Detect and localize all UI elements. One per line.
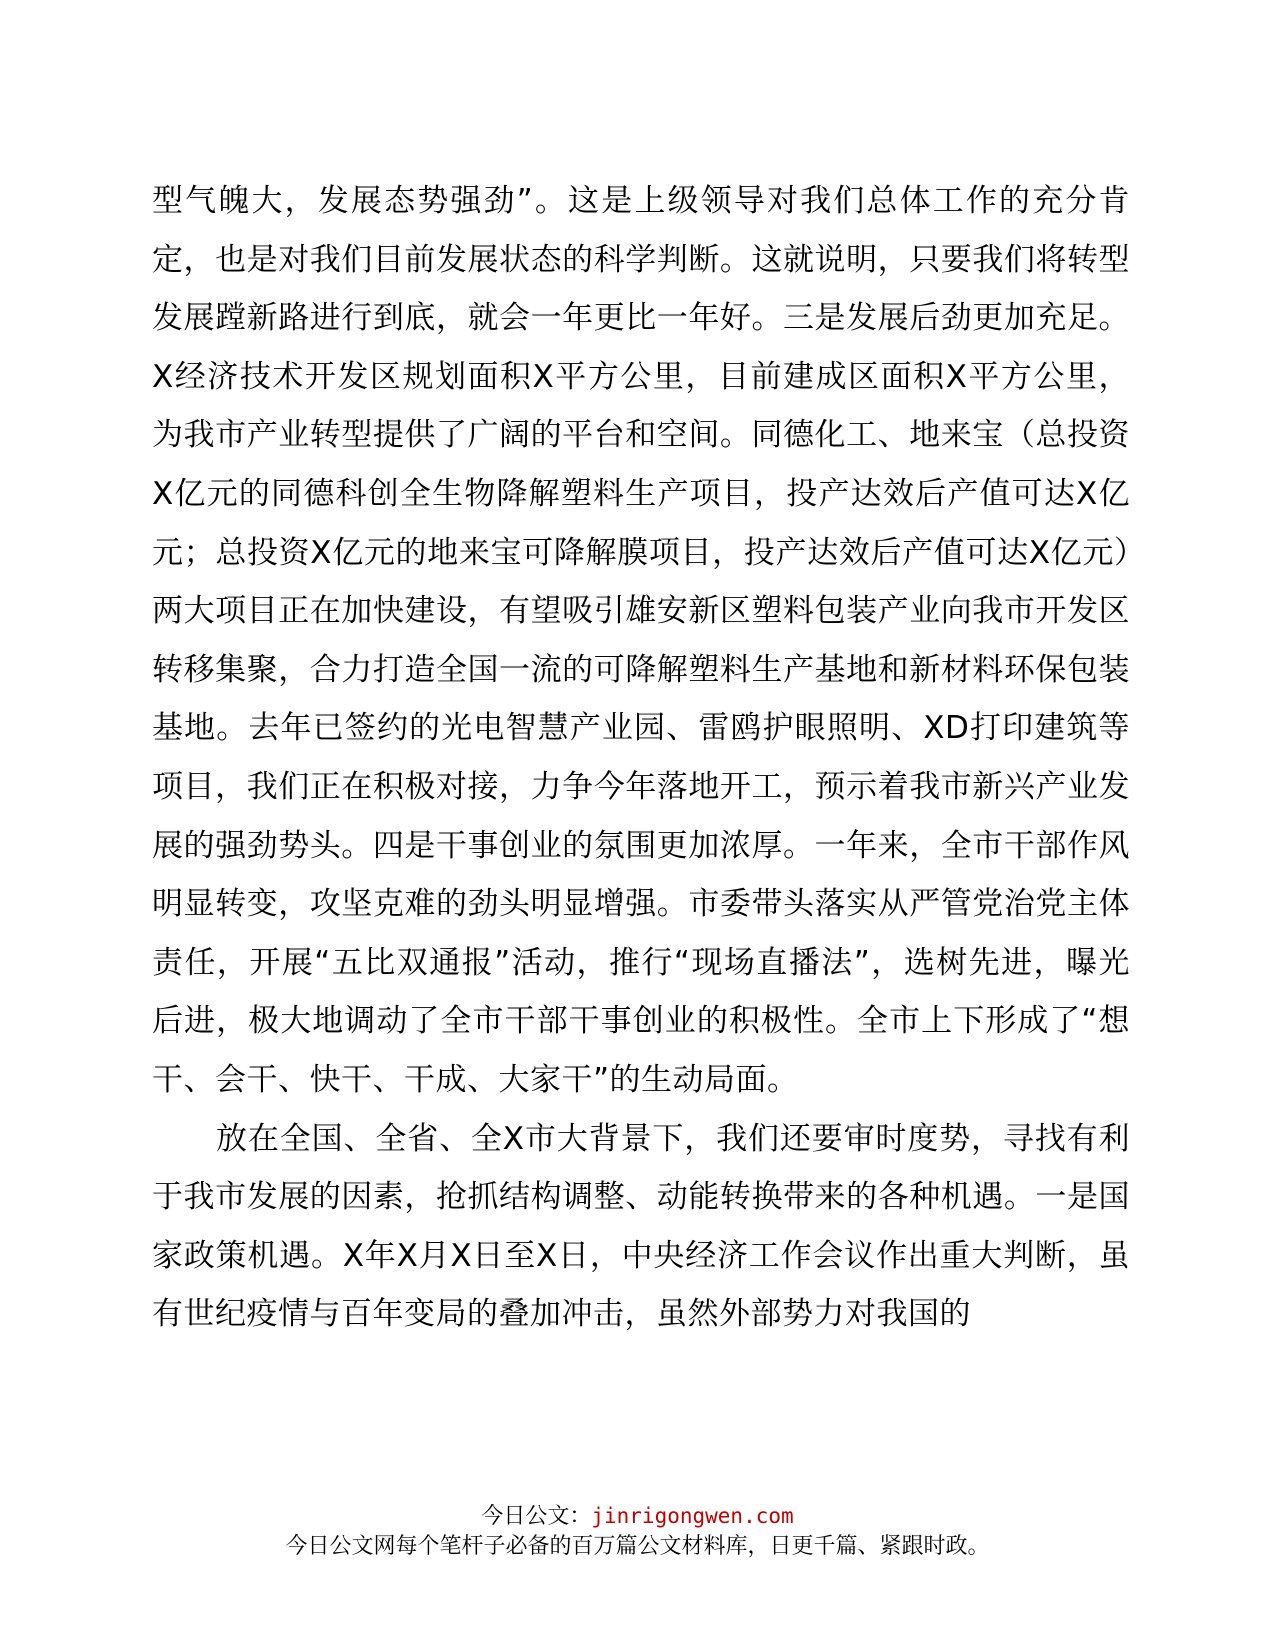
footer-site-label: 今日公文： bbox=[481, 1504, 592, 1529]
footer-site-link[interactable]: jinrigongwen.com bbox=[591, 1504, 794, 1528]
footer-site bbox=[0, 1501, 1275, 1532]
footer-tagline: 今日公文网每个笔杆子必备的百万篇公文材料库，日更千篇、紧跟时政。 bbox=[285, 1534, 990, 1559]
document-body bbox=[152, 172, 1130, 1344]
paragraph-1: 型气魄大，发展态势强劲”。这是上级领导对我们总体工作的充分肯定，也是对我们目前发展状态的科学判断。这就说明，只要我们将转型发展蹚新路进行到底，就会一年更比一年好。三是发展后劲更加充足。X经济技术开发区规划面积X平方公里，目前建成区面积X平方公里，为我市产业转型提供了广阔的平台和空间。同德化工、地来宝（总投资X亿元的同德科创全生物降解塑料生产项目，投产达效后产值可达X亿元；总投资X亿元的地来宝可降解膜项目，投产达效后产值可达X亿元）两大项目正在加快建设，有望吸引雄安新区塑料包装产业向我市开发区转移集聚，合力打造全国一流的可降解塑料生产基地和新材料环保包装基地。去年已签约的光电智慧产业园、雷鸥护眼照明、XD打印建筑等项目，我们正在积极对接，力争今年落地开工，预示着我市新兴产业发展的强劲势头。四是干事创业的氛围更加浓厚。一年来，全市干部作风明显转变，攻坚克难的劲头明显增强。市委带头落实从严管党治党主体责任，开展“五比双通报”活动，推行“现场直播法”，选树先进，曝光后进，极大地调动了全市干部干事创业的积极性。全市上下形成了“想干、会干、快干、干成、大家干”的生动局面。 bbox=[152, 183, 1130, 1098]
paragraph-2: 放在全国、全省、全X市大背景下，我们还要审时度势，寻找有利于我市发展的因素，抢抓结构调整、动能转换带来的各种机遇。一是国家政策机遇。X年X月X日至X日，中央经济工作会议作出重大判断，虽有世纪疫情与百年变局的叠加冲击，虽然外部势力对我国的 bbox=[152, 1120, 1130, 1333]
